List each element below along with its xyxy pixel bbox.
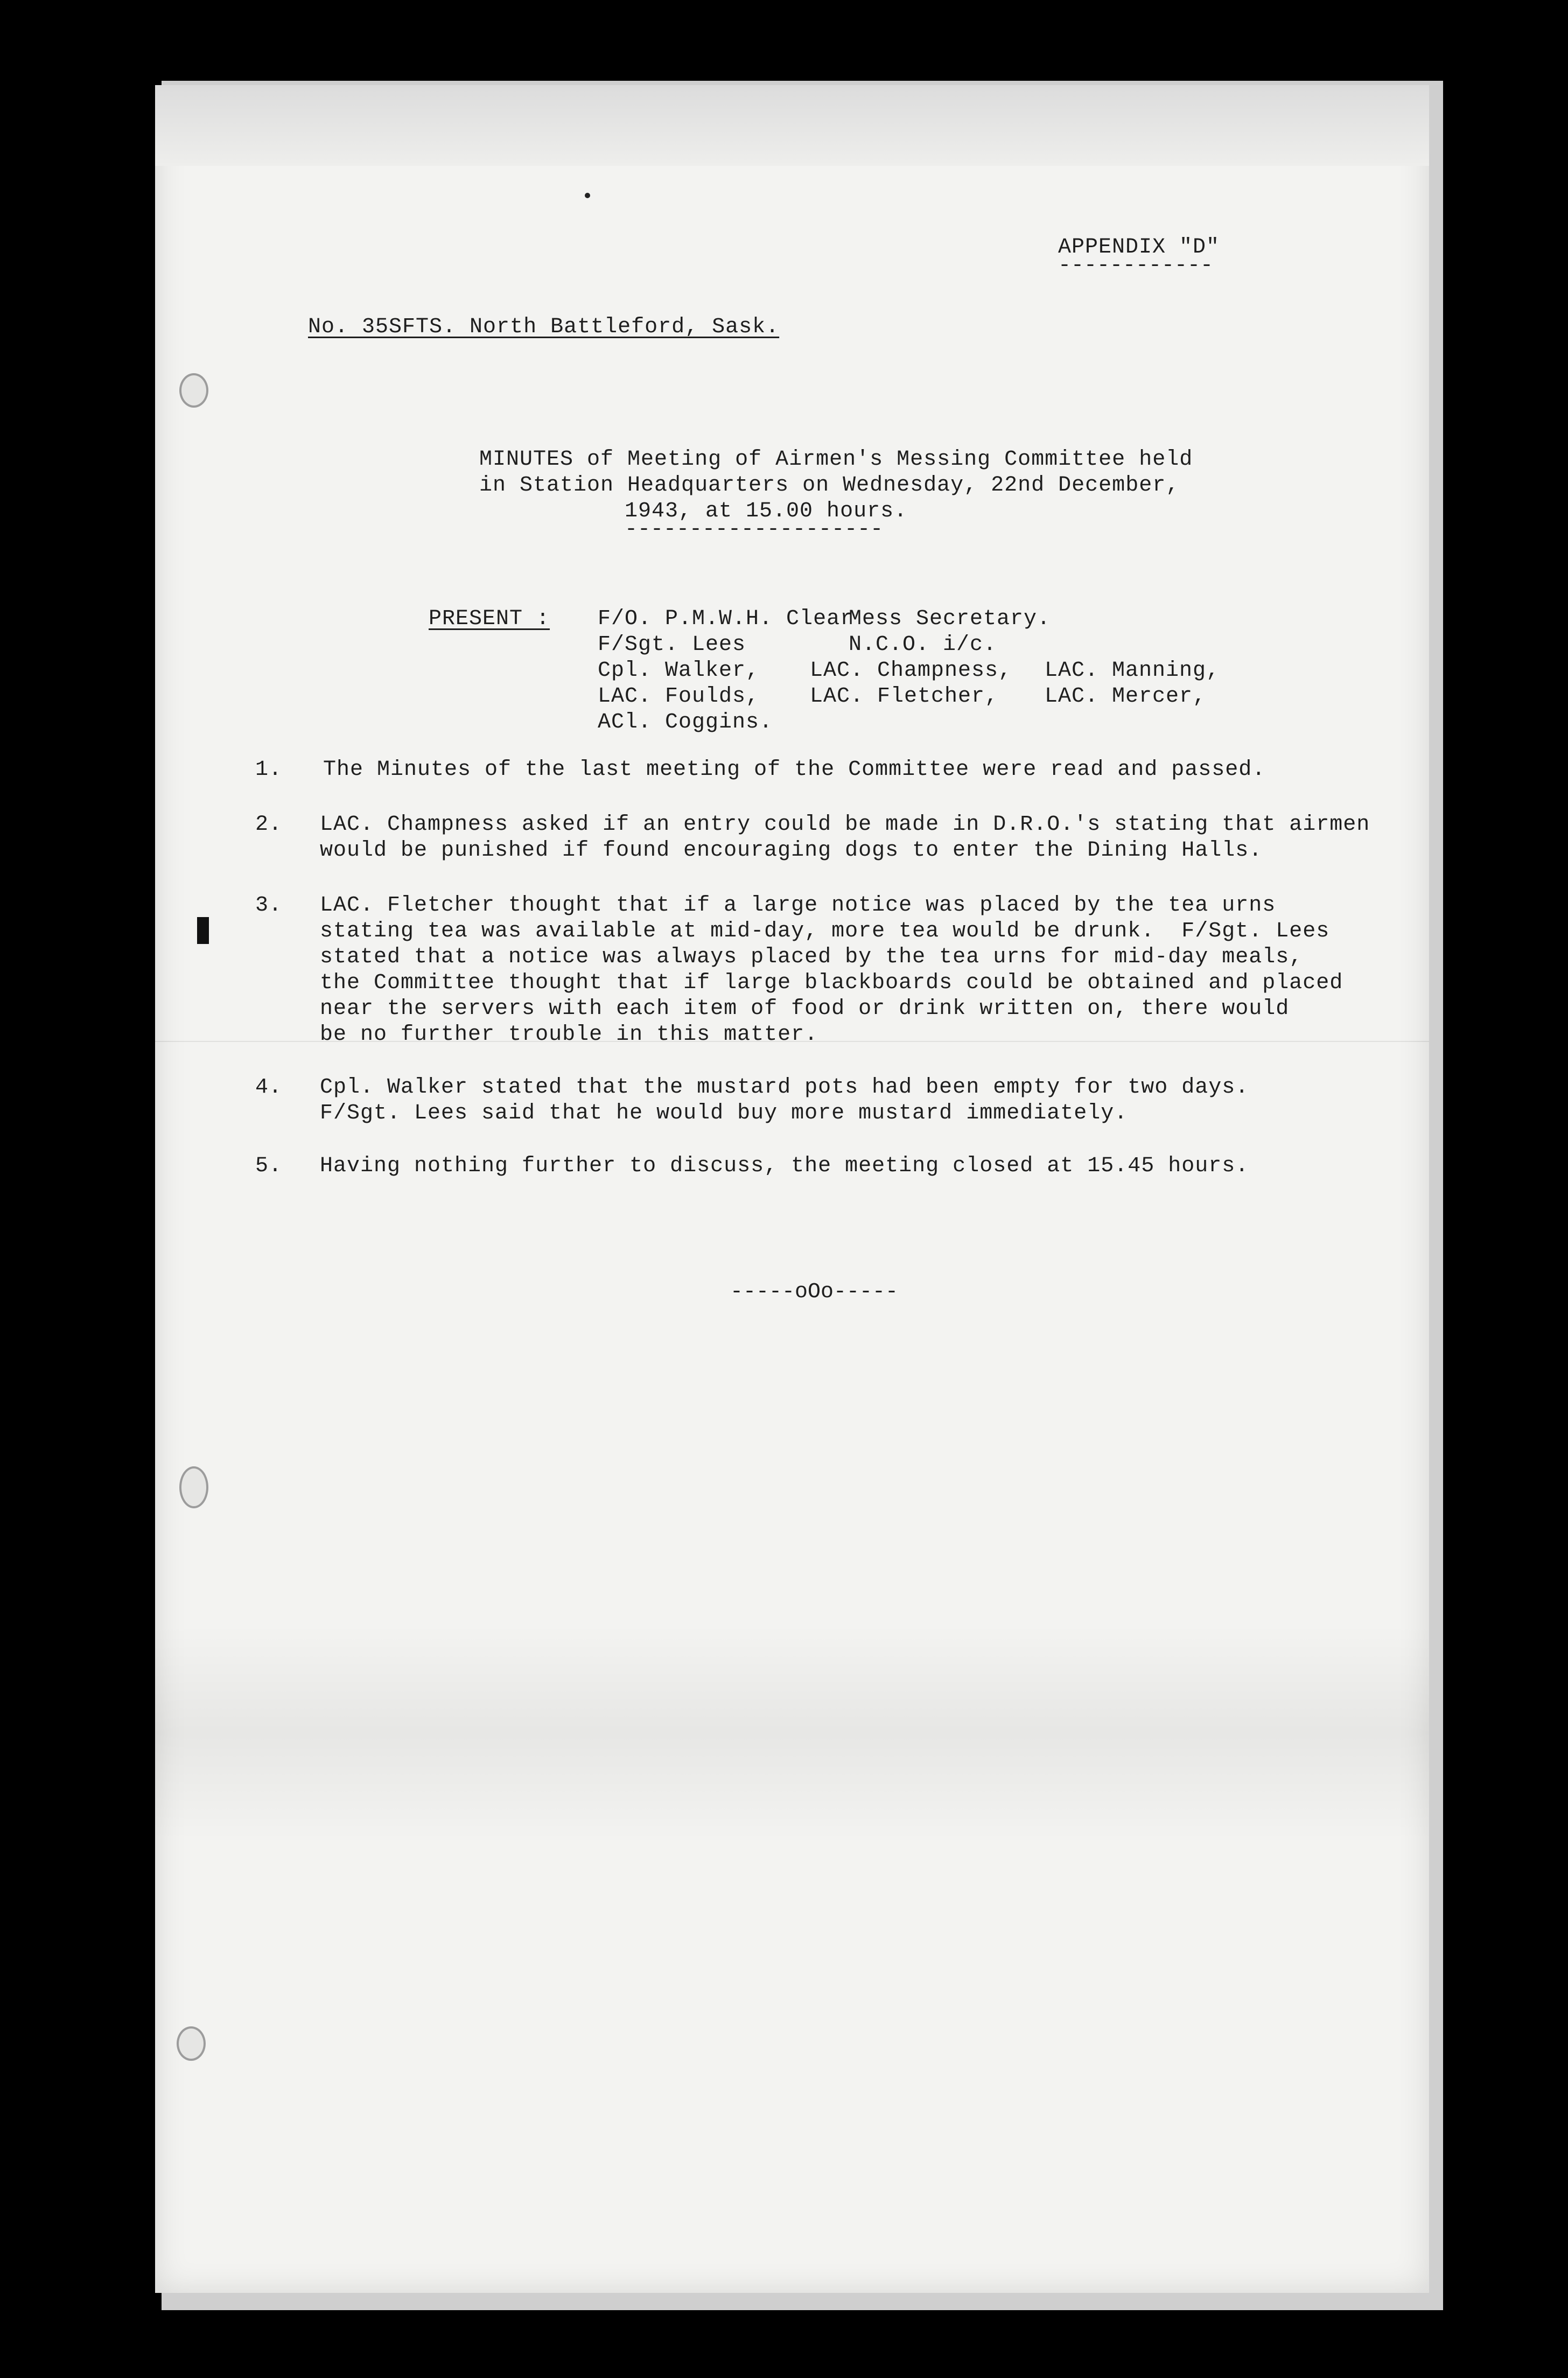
- minutes-title-line-1: MINUTES of Meeting of Airmen's Messing Committee held: [479, 447, 1193, 472]
- present-name: LAC. Manning,: [1045, 659, 1220, 683]
- page-smudge: [155, 1625, 1429, 1841]
- ink-mark: [197, 917, 209, 944]
- appendix-label: APPENDIX "D": [1058, 235, 1220, 260]
- document-page: [155, 85, 1429, 2293]
- item-number: 3.: [255, 893, 283, 918]
- page-top-strip: [155, 85, 1429, 166]
- item-text-line: Having nothing further to discuss, the meeting closed at 15.45 hours.: [320, 1154, 1249, 1178]
- item-text-line: near the servers with each item of food or drink written on, there would: [320, 997, 1290, 1021]
- punch-hole-icon: [179, 373, 208, 408]
- minutes-title-line-2: in Station Headquarters on Wednesday, 22nd December,: [479, 473, 1180, 498]
- minutes-title-line-3: 1943, at 15.00 hours.: [625, 499, 908, 523]
- present-label: PRESENT :: [429, 607, 550, 631]
- title-underline: --------------------: [625, 517, 884, 542]
- item-number: 4.: [255, 1075, 283, 1100]
- item-text-line: stated that a notice was always placed by the tea urns for mid-day meals,: [320, 945, 1303, 969]
- item-text-line: F/Sgt. Lees said that he would buy more mustard immediately.: [320, 1101, 1128, 1125]
- end-mark: -----oOo-----: [730, 1280, 899, 1304]
- item-number: 5.: [255, 1154, 283, 1178]
- item-text-line: LAC. Fletcher thought that if a large notice was placed by the tea urns: [320, 893, 1276, 918]
- item-text-line: LAC. Champness asked if an entry could be made in D.R.O.'s stating that airmen: [320, 813, 1370, 837]
- station-heading: No. 35SFTS. North Battleford, Sask.: [308, 315, 780, 339]
- present-name: Cpl. Walker,: [598, 659, 760, 683]
- item-text-line: The Minutes of the last meeting of the Committee were read and passed.: [323, 758, 1266, 782]
- present-name: LAC. Foulds,: [598, 684, 760, 709]
- present-name: ACl. Coggins.: [598, 710, 773, 735]
- present-role: Mess Secretary.: [849, 607, 1051, 631]
- item-number: 2.: [255, 813, 283, 837]
- punch-hole-icon: [179, 1466, 208, 1508]
- ink-dot: [585, 193, 590, 198]
- item-text-line: Cpl. Walker stated that the mustard pots had been empty for two days.: [320, 1075, 1249, 1100]
- present-name: LAC. Fletcher,: [810, 684, 999, 709]
- appendix-underline: ------------: [1058, 254, 1214, 278]
- item-text-line: be no further trouble in this matter.: [320, 1023, 818, 1047]
- present-name: LAC. Champness,: [810, 659, 1012, 683]
- present-name: LAC. Mercer,: [1045, 684, 1207, 709]
- present-name: F/Sgt. Lees: [598, 633, 746, 657]
- punch-hole-icon: [177, 2026, 206, 2061]
- item-text-line: would be punished if found encouraging dogs to enter the Dining Halls.: [320, 838, 1263, 863]
- item-number: 1.: [255, 758, 283, 782]
- present-role: N.C.O. i/c.: [849, 633, 997, 657]
- item-text-line: stating tea was available at mid-day, more tea would be drunk. F/Sgt. Lees: [320, 919, 1330, 943]
- present-name: F/O. P.M.W.H. Clear: [598, 607, 854, 631]
- item-text-line: the Committee thought that if large blackboards could be obtained and placed: [320, 971, 1343, 995]
